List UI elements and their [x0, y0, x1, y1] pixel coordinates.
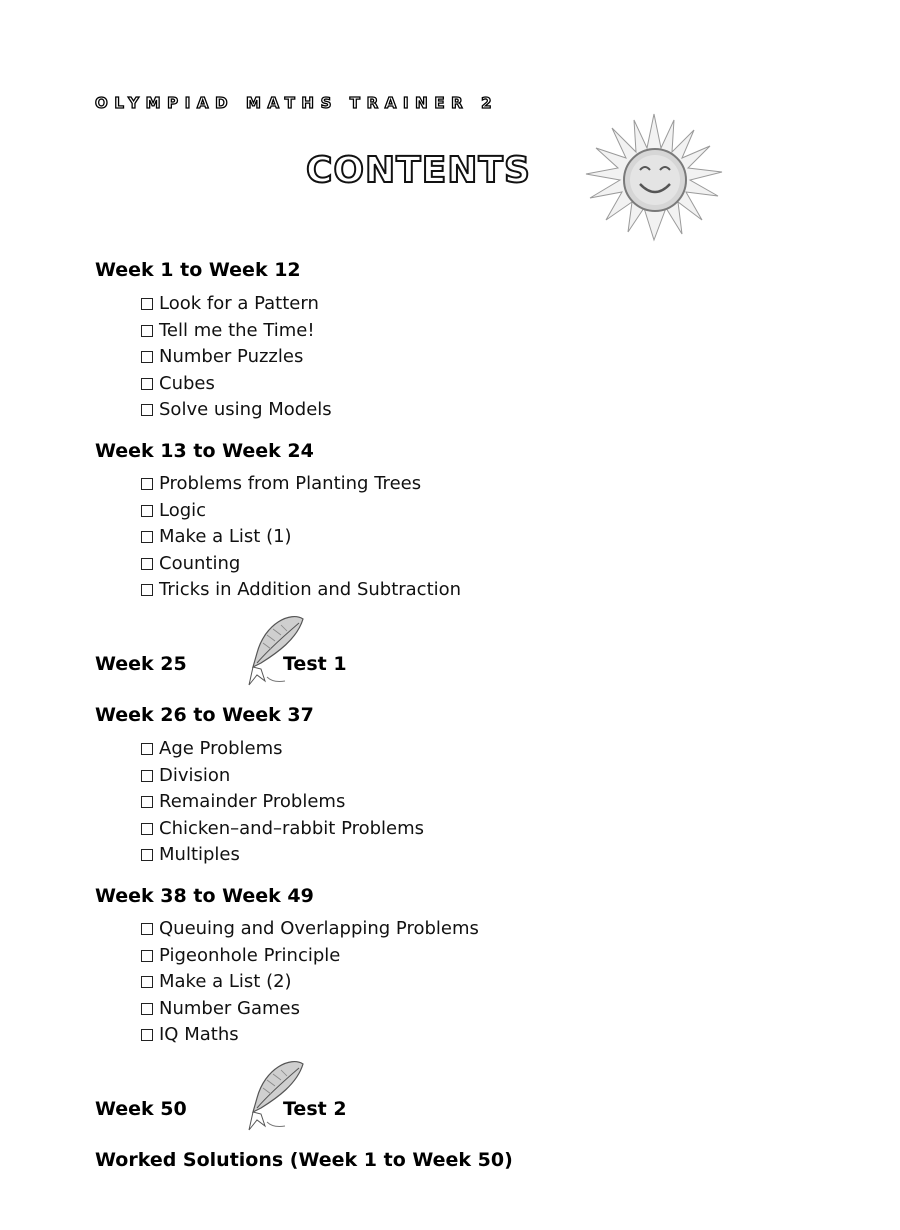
list-item [141, 318, 332, 345]
list-item [141, 842, 424, 869]
topic-label: Counting [159, 552, 241, 574]
test-label: Test 1 [283, 653, 347, 675]
list-item [141, 943, 479, 970]
topic-list-week-26-37 [141, 736, 424, 869]
checkbox-icon [141, 531, 153, 543]
topic-label: Remainder Problems [159, 791, 346, 812]
topic-label: Look for a Pattern [159, 293, 319, 314]
topic-label: Make a List (2) [159, 971, 292, 992]
list-item [141, 577, 461, 604]
list-item [141, 1022, 479, 1049]
list-item [141, 397, 332, 424]
book-title: OLYMPIAD MATHS TRAINER 2 [95, 94, 499, 112]
checkbox-icon [141, 584, 153, 596]
topic-label: IQ Maths [159, 1024, 239, 1045]
topic-label: Age Problems [159, 738, 283, 759]
checkbox-icon [141, 505, 153, 517]
list-item [141, 371, 332, 398]
list-item [141, 551, 461, 578]
topic-label: Tricks in Addition and Subtraction [159, 579, 462, 600]
page-title: CONTENTS [306, 150, 531, 191]
list-item [141, 763, 424, 790]
checkbox-icon [141, 849, 153, 861]
list-item [141, 816, 424, 843]
checkbox-icon [141, 823, 153, 835]
topic-label: Pigeonhole Principle [159, 944, 341, 966]
list-item [141, 471, 461, 498]
test-label: Test 2 [283, 1098, 347, 1120]
checkbox-icon [141, 1003, 153, 1015]
checkbox-icon [141, 378, 153, 390]
list-item [141, 498, 461, 525]
topic-label: Cubes [159, 372, 215, 394]
quill-pen-icon [243, 613, 307, 689]
checkbox-icon [141, 298, 153, 310]
topic-label: Make a List (1) [159, 526, 292, 547]
topic-list-week-38-49 [141, 916, 479, 1049]
list-item [141, 736, 424, 763]
quill-pen-icon [243, 1058, 307, 1134]
list-item [141, 969, 479, 996]
checkbox-icon [141, 558, 153, 570]
checkbox-icon [141, 976, 153, 988]
checkbox-icon [141, 478, 153, 490]
section-heading-week-13-24: Week 13 to Week 24 [95, 440, 314, 462]
section-heading-week-1-12: Week 1 to Week 12 [95, 259, 301, 281]
checkbox-icon [141, 923, 153, 935]
checkbox-icon [141, 1029, 153, 1041]
checkbox-icon [141, 743, 153, 755]
topic-label: Solve using Models [159, 399, 332, 420]
checkbox-icon [141, 950, 153, 962]
topic-label: Problems from Planting Trees [159, 473, 422, 494]
section-heading-week-50: Week 50 [95, 1098, 187, 1120]
section-heading-week-38-49: Week 38 to Week 49 [95, 885, 314, 907]
topic-label: Division [159, 764, 231, 786]
checkbox-icon [141, 351, 153, 363]
checkbox-icon [141, 404, 153, 416]
section-heading-week-25: Week 25 [95, 653, 187, 675]
list-item [141, 291, 332, 318]
section-heading-worked-solutions: Worked Solutions (Week 1 to Week 50) [95, 1149, 513, 1171]
checkbox-icon [141, 325, 153, 337]
list-item [141, 916, 479, 943]
topic-list-week-13-24 [141, 471, 461, 604]
topic-label: Multiples [159, 844, 240, 865]
topic-label: Tell me the Time! [159, 319, 315, 341]
list-item [141, 344, 332, 371]
checkbox-icon [141, 796, 153, 808]
topic-list-week-1-12 [141, 291, 332, 424]
list-item [141, 996, 479, 1023]
topic-label: Number Games [159, 997, 300, 1019]
section-heading-week-26-37: Week 26 to Week 37 [95, 704, 314, 726]
smiling-sun-icon [582, 112, 726, 242]
topic-label: Number Puzzles [159, 346, 304, 367]
checkbox-icon [141, 770, 153, 782]
topic-label: Logic [159, 499, 207, 521]
topic-label: Queuing and Overlapping Problems [159, 918, 479, 939]
list-item [141, 789, 424, 816]
list-item [141, 524, 461, 551]
topic-label: Chicken–and–rabbit Problems [159, 817, 425, 839]
